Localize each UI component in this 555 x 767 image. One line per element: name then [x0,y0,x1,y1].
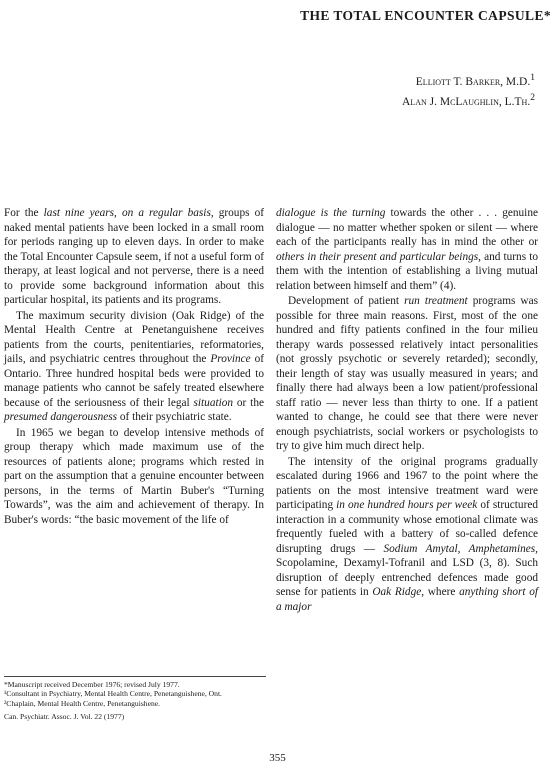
text-span: programs was possible for three main reasons. First, most of the one hundred and fifty patients confined in the four milieu therapy wards possessed relatively intact personalities (not grossly psychotic or severely retarded); secondly, their length of stay was usually measured in years; and finally there had always been a low patient/professional staff ratio — never less than thirty to one. If a patient wanted to change, he could see that there were never enough psychiatrists, social workers or psychologists to try to give him much direct help. [276,295,538,452]
emphasis: Sodium Amytal, Amphetamines, [383,542,538,555]
text-span: where [424,586,460,598]
text-span: The maximum security division (Oak Ridge) of the Mental Health Centre at Penetanguishene receives patients from the courts, penitentiaries, reformatories, jails, and psychiatric centres throughout the [4,309,264,365]
right-paragraph-3 [276,455,538,615]
author-block [402,70,535,110]
emphasis: run treatment [404,295,468,307]
text-span: of structured interaction in a community whose emotional climate was frequently fueled with a battery of so-called defence disrupting drugs — [276,499,538,555]
author-2 [402,90,535,110]
article-title: THE TOTAL ENCOUNTER CAPSULE* [300,8,551,23]
author-2-sup: 2 [530,91,535,103]
left-paragraph-1 [4,206,264,308]
footnotes [4,676,266,722]
footnote-3: ²Chaplain, Mental Health Centre, Penetanguishene. [4,698,161,708]
footnote-1: *Manuscript received December 1976; revised July 1977. [4,680,180,689]
text-span: For the [4,207,44,219]
left-paragraph-3: In 1965 we began to develop intensive methods of group therapy which made maximum use of the resources of patients alone; programs which rested in part on the assumption that a genuine encounter between persons, in the terms of Martin Buber's “Turning Towards”, was the aim and achievement of therapy. In Buber's words: “the basic movement of the life of [4,426,264,526]
right-paragraph-2 [276,294,538,454]
text-span: or the [233,396,264,409]
emphasis: situation [193,396,234,409]
author-1-name: Elliott T. Barker, M.D. [415,75,531,88]
emphasis: Province [210,353,251,365]
author-2-name: Alan J. McLaughlin, L.Th. [402,95,531,108]
left-paragraph-2 [4,309,264,425]
emphasis: Oak Ridge, [372,586,425,598]
text-span: towards the other . . . genuine dialogue — no matter whether spoken or silent — where each of the participants really has in mind the other or [276,207,538,248]
text-span: groups of naked mental patients have been locked in a small room for periods ranging up to eleven days. In order to make the Total Encounter Capsule seem, if not a useful form of therapy, at least logical and not perverse, there is a need to provide some background information about this particular hospital, its patients and its programs. [4,207,264,306]
text-span: The intensity of the original programs gradually escalated during 1966 and 1967 to the point where the patients on the most intensive treatment ward were participating [276,455,538,511]
text-span: Scopolamine, Dexamyl-Tofranil and LSD (3, 8). Such disruption of deeply entrenched defences made good sense for patients in [276,557,538,598]
text-span: and turns to them with the intention of establishing a living mutual relation between himself and them” (4). [276,250,538,292]
right-column [276,206,538,614]
emphasis: others in their present and particular beings, [276,250,481,263]
left-column [4,206,264,527]
author-1-sup: 1 [530,72,535,83]
author-1 [402,70,535,90]
text-span: of their psychiatric state. [117,411,232,423]
emphasis: dialogue is the turning [276,207,386,219]
emphasis: anything short of a major [276,586,539,613]
text-span: Development of patient [288,295,405,307]
footnote-2: ¹Consultant in Psychiatry, Mental Health Centre, Penetanguishene, Ont. [4,689,222,699]
emphasis: presumed dangerousness [4,411,118,423]
journal-citation: Can. Psychiatr. Assoc. J. Vol. 22 (1977) [4,712,125,722]
right-paragraph-1 [276,206,538,293]
page-number: 355 [269,752,286,764]
emphasis: in one hundred hours per week [336,499,478,511]
emphasis: last nine years, on a regular basis, [43,207,214,219]
text-span: of Ontario. Three hundred hospital beds were provided to manage patients who cannot be safely treated elsewhere because of the seriousness of their legal [4,353,264,409]
